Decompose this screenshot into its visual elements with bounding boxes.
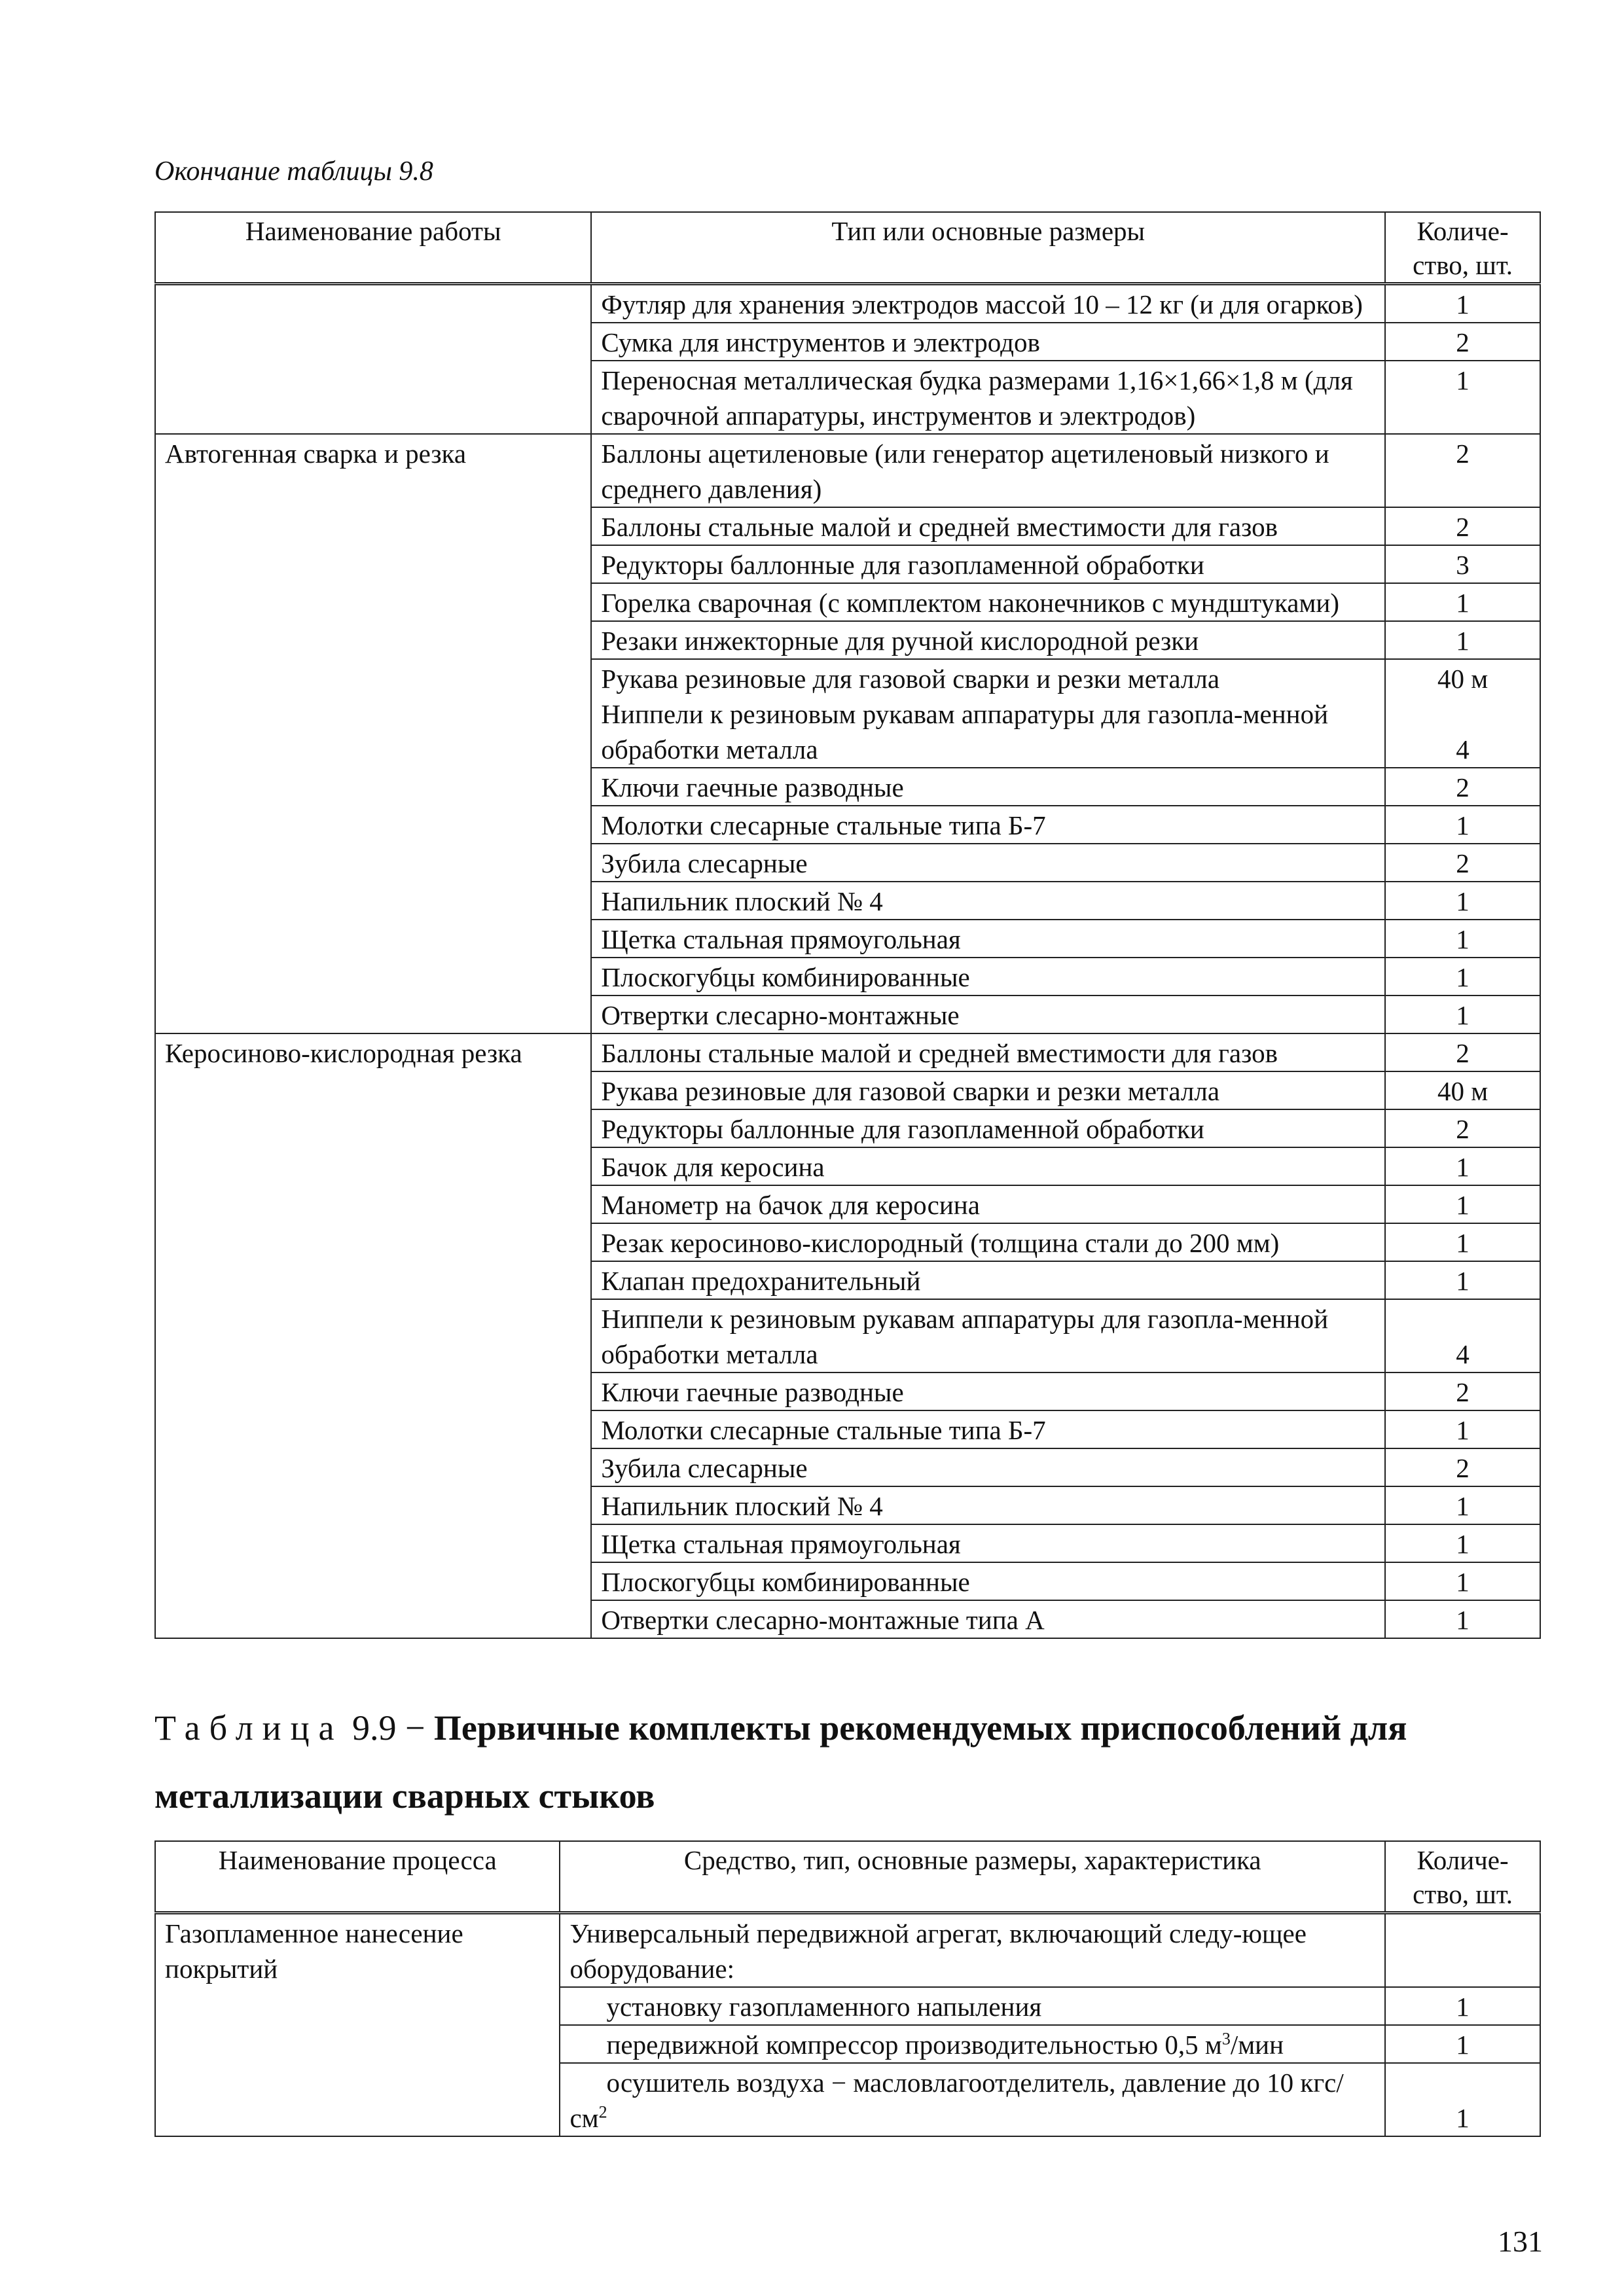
- process-cell: Газопламенное нанесение покрытий: [155, 1913, 560, 2137]
- header-work: Наименование работы: [155, 212, 591, 284]
- item-cell: Напильник плоский № 4: [591, 882, 1385, 920]
- equipment-table-9-9: [154, 1840, 1541, 2137]
- item-cell: Зубила слесарные: [591, 844, 1385, 882]
- qty-cell: 2: [1385, 1372, 1540, 1410]
- qty-value: 1: [1456, 2103, 1470, 2133]
- item-cell: установку газопламенного напыления: [560, 1987, 1385, 2025]
- table-row: [155, 1913, 1540, 1988]
- qty-cell: 1: [1385, 583, 1540, 621]
- table-row: [155, 1033, 1540, 1071]
- item-text: Ниппели к резиновым рукавам аппаратуры для газопла-менной обработки металла: [601, 699, 1329, 764]
- item-cell: Отвертки слесарно-монтажные: [591, 996, 1385, 1033]
- work-cell: Керосиново-кислородная резка: [155, 1033, 591, 1638]
- qty-cell: 2: [1385, 507, 1540, 545]
- item-cell: Горелка сварочная (с комплектом наконечников с мундштуками): [591, 583, 1385, 621]
- qty-cell: 3: [1385, 545, 1540, 583]
- header-type: Тип или основные размеры: [591, 212, 1385, 284]
- qty-cell: 2: [1385, 1109, 1540, 1147]
- item-cell: Футляр для хранения электродов массой 10 – 12 кг (и для огарков): [591, 284, 1385, 323]
- item-cell: Щетка стальная прямоугольная: [591, 1524, 1385, 1562]
- work-cell: [155, 284, 591, 435]
- item-cell: Резак керосиново-кислородный (толщина стали до 200 мм): [591, 1223, 1385, 1261]
- item-cell: Отвертки слесарно-монтажные типа А: [591, 1600, 1385, 1638]
- item-cell: Рукава резиновые для газовой сварки и резки металла: [591, 1071, 1385, 1109]
- table-9-9-caption: [154, 1694, 1541, 1830]
- item-cell: Напильник плоский № 4: [591, 1486, 1385, 1524]
- qty-cell: 2: [1385, 434, 1540, 507]
- item-cell: [560, 2063, 1385, 2136]
- qty-cell: 1: [1385, 996, 1540, 1033]
- qty-cell: 4: [1385, 1299, 1540, 1372]
- superscript: 2: [598, 2102, 607, 2122]
- qty-cell: 2: [1385, 844, 1540, 882]
- qty-cell: 1: [1385, 1185, 1540, 1223]
- qty-cell: 1: [1385, 1562, 1540, 1600]
- qty-cell: 1: [1385, 882, 1540, 920]
- table-continuation-caption: Окончание таблицы 9.8: [154, 156, 433, 187]
- work-cell: Автогенная сварка и резка: [155, 434, 591, 1033]
- item-cell: Щетка стальная прямоугольная: [591, 920, 1385, 958]
- qty-cell: [1385, 2063, 1540, 2136]
- item-cell: Молотки слесарные стальные типа Б-7: [591, 806, 1385, 844]
- qty-cell: 1: [1385, 2025, 1540, 2063]
- item-cell: Ниппели к резиновым рукавам аппаратуры для газопла-менной обработки металла: [591, 1299, 1385, 1372]
- page-number: 131: [1498, 2225, 1543, 2258]
- header-qty: Количе- ство, шт.: [1385, 1841, 1540, 1913]
- qty-cell: 1: [1385, 284, 1540, 323]
- qty-value: 4: [1456, 734, 1470, 764]
- item-text: осушитель воздуха − масловлагоотделитель, давление до 10 кгс/см: [569, 2068, 1344, 2133]
- item-cell: Сумка для инструментов и электродов: [591, 323, 1385, 361]
- item-cell: Баллоны ацетиленовые (или генератор ацетиленовый низкого и среднего давления): [591, 434, 1385, 507]
- qty-cell: 1: [1385, 1600, 1540, 1638]
- qty-cell: 1: [1385, 806, 1540, 844]
- header-qty: Количе- ство, шт.: [1385, 212, 1540, 284]
- qty-cell: 2: [1385, 1448, 1540, 1486]
- item-cell: Бачок для керосина: [591, 1147, 1385, 1185]
- item-cell: Плоскогубцы комбинированные: [591, 1562, 1385, 1600]
- qty-cell: [1385, 1913, 1540, 1988]
- item-cell: [591, 659, 1385, 768]
- item-cell: Баллоны стальные малой и средней вместимости для газов: [591, 1033, 1385, 1071]
- item-cell: Клапан предохранительный: [591, 1261, 1385, 1299]
- qty-cell: 1: [1385, 1261, 1540, 1299]
- qty-cell: 1: [1385, 958, 1540, 996]
- header-means: Средство, тип, основные размеры, характеристика: [560, 1841, 1385, 1913]
- item-cell: Редукторы баллонные для газопламенной обработки: [591, 545, 1385, 583]
- table-row: [155, 434, 1540, 507]
- qty-value: 40 м: [1437, 664, 1489, 694]
- qty-cell: 2: [1385, 768, 1540, 806]
- qty-cell: 1: [1385, 1147, 1540, 1185]
- table-header-row: [155, 1841, 1540, 1913]
- item-cell: Молотки слесарные стальные типа Б-7: [591, 1410, 1385, 1448]
- item-cell: Резаки инжекторные для ручной кислородной резки: [591, 621, 1385, 659]
- qty-cell: 40 м: [1385, 1071, 1540, 1109]
- caption-prefix: Таблица: [154, 1708, 344, 1748]
- qty-cell: 1: [1385, 621, 1540, 659]
- caption-number: 9.9 −: [352, 1708, 425, 1748]
- item-cell: [560, 2025, 1385, 2063]
- superscript: 3: [1221, 2029, 1231, 2049]
- qty-cell: [1385, 659, 1540, 768]
- qty-cell: 2: [1385, 323, 1540, 361]
- header-process: Наименование процесса: [155, 1841, 560, 1913]
- qty-cell: 1: [1385, 920, 1540, 958]
- qty-cell: 2: [1385, 1033, 1540, 1071]
- table-header-row: [155, 212, 1540, 284]
- qty-cell: 1: [1385, 1524, 1540, 1562]
- qty-cell: 1: [1385, 1410, 1540, 1448]
- item-cell: Ключи гаечные разводные: [591, 768, 1385, 806]
- qty-cell: 1: [1385, 1223, 1540, 1261]
- item-cell: Манометр на бачок для керосина: [591, 1185, 1385, 1223]
- table-row: [155, 284, 1540, 323]
- equipment-table-9-8: [154, 211, 1541, 1639]
- item-cell: Ключи гаечные разводные: [591, 1372, 1385, 1410]
- item-text: передвижной компрессор производительностью 0,5 м: [606, 2030, 1222, 2060]
- item-cell: Редукторы баллонные для газопламенной обработки: [591, 1109, 1385, 1147]
- qty-cell: 1: [1385, 1486, 1540, 1524]
- item-text: Рукава резиновые для газовой сварки и резки металла: [601, 664, 1220, 694]
- item-cell: Плоскогубцы комбинированные: [591, 958, 1385, 996]
- item-cell: Универсальный передвижной агрегат, включающий следу-ющее оборудование:: [560, 1913, 1385, 1988]
- qty-cell: 1: [1385, 361, 1540, 434]
- item-cell: Переносная металлическая будка размерами 1,16×1,66×1,8 м (для сварочной аппаратуры, инструментов и электродов): [591, 361, 1385, 434]
- item-text-unit: /мин: [1230, 2030, 1284, 2060]
- qty-cell: 1: [1385, 1987, 1540, 2025]
- item-cell: Баллоны стальные малой и средней вместимости для газов: [591, 507, 1385, 545]
- item-cell: Зубила слесарные: [591, 1448, 1385, 1486]
- caption-title: Первичные комплекты рекомендуемых приспособлений для металлизации сварных стыков: [154, 1708, 1407, 1816]
